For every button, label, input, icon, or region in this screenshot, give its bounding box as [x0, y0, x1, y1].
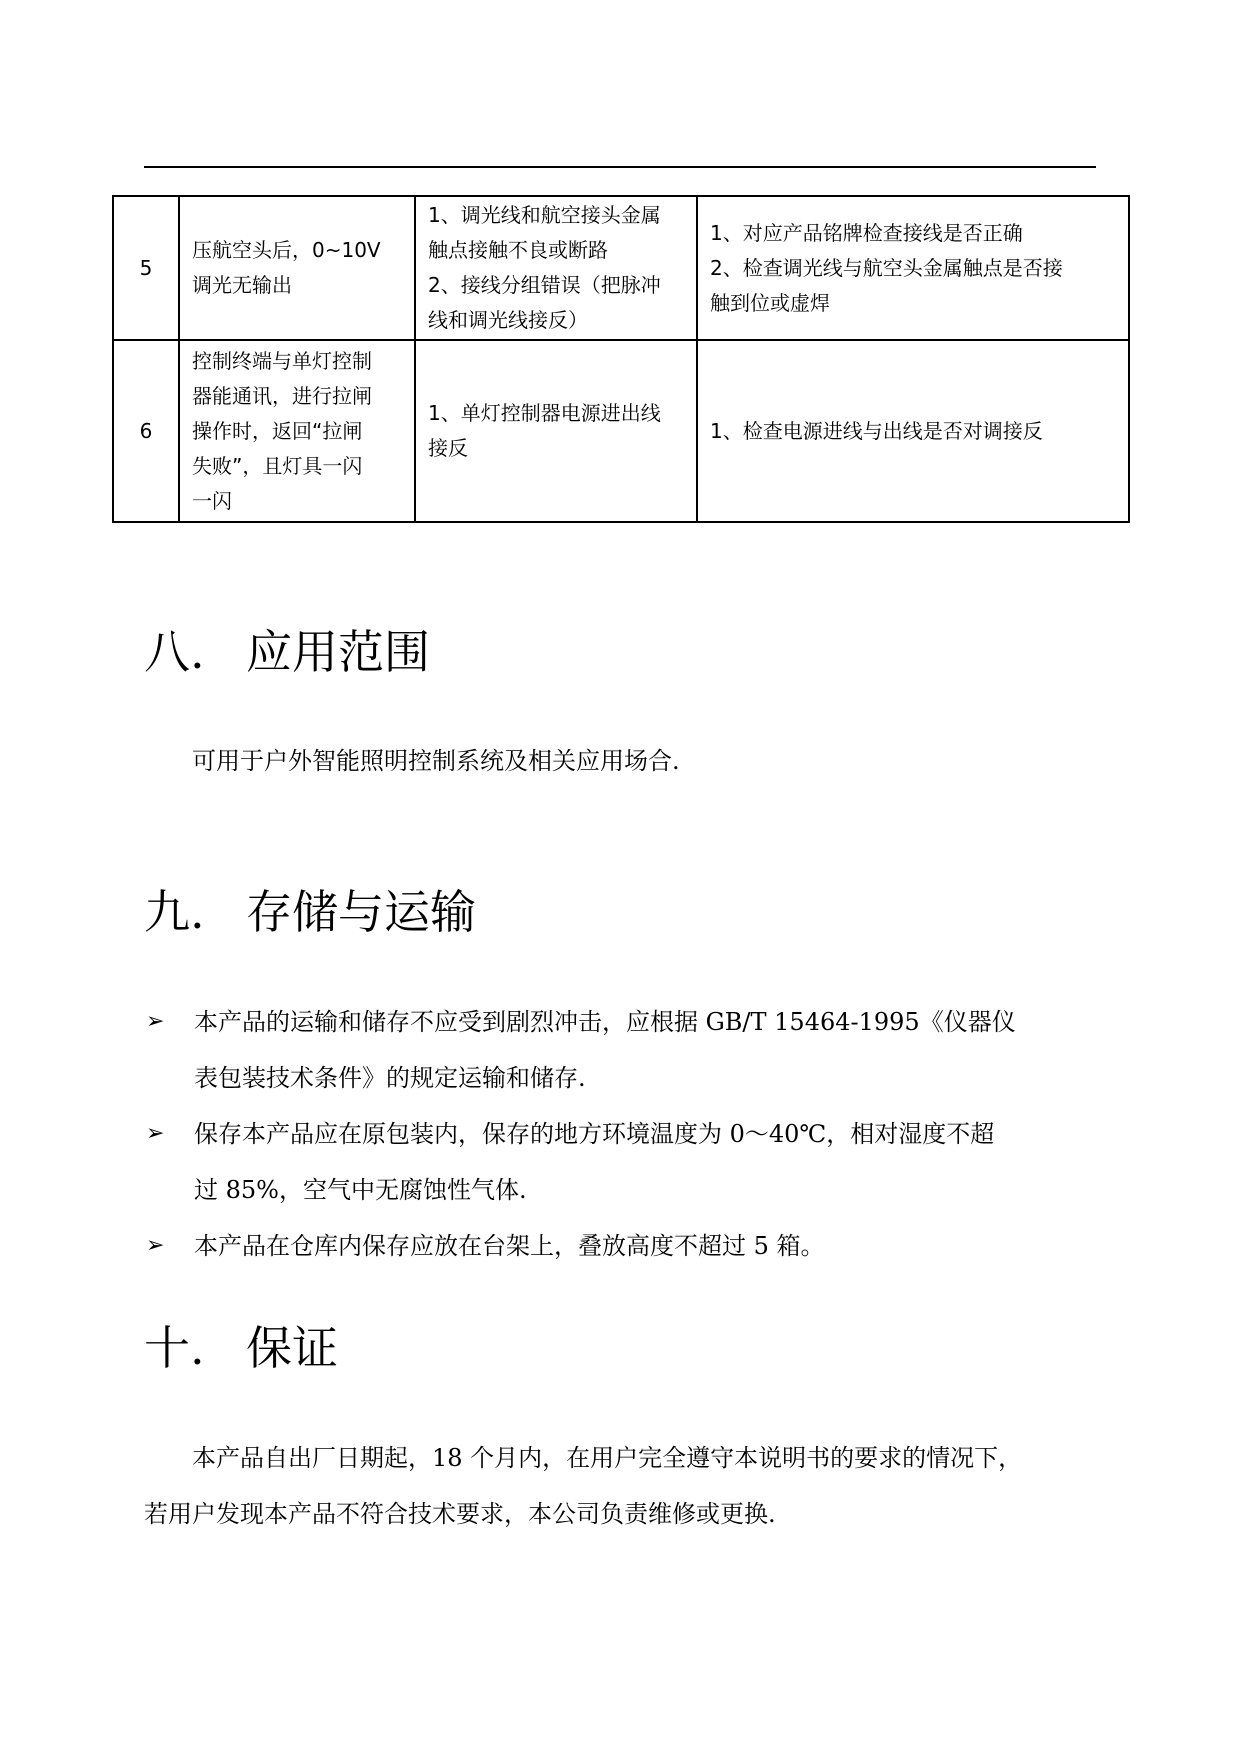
table-row: [113, 340, 1129, 522]
symptom-cell: 控制终端与单灯控制 器能通讯，进行拉闸 操作时，返回“拉闸 失败”，且灯具一闪 一闪: [179, 340, 415, 522]
row-number: 5: [113, 196, 179, 340]
row-number: 6: [113, 340, 179, 522]
application-paragraph: 可用于户外智能照明控制系统及相关应用场合.: [192, 747, 680, 775]
arrow-bullet-icon: ➢: [146, 1233, 165, 1258]
header-rule: [144, 166, 1096, 168]
arrow-bullet-icon: ➢: [146, 1009, 165, 1034]
storage-bullet: ➢ 本产品的运输和储存不应受到剧烈冲击，应根据 GB/T 15464-1995《仪器仪 表包装技术条件》的规定运输和储存.: [144, 994, 1094, 1106]
storage-bullet: ➢ 本产品在仓库内保存应放在台架上，叠放高度不超过 5 箱。: [144, 1218, 1094, 1274]
cause-cell: 1、调光线和航空接头金属 触点接触不良或断路 2、接线分组错误（把脉冲 线和调光线接反）: [415, 196, 697, 340]
arrow-bullet-icon: ➢: [146, 1121, 165, 1146]
section-heading-warranty: 十. 保证: [144, 1321, 338, 1375]
table-row: [113, 196, 1129, 340]
section-heading-application: 八. 应用范围: [144, 625, 430, 679]
section-heading-storage: 九. 存储与运输: [144, 885, 476, 939]
solution-cell: 1、对应产品铭牌检查接线是否正确 2、检查调光线与航空头金属触点是否接 触到位或虚焊: [697, 196, 1129, 340]
solution-cell: 1、检查电源进线与出线是否对调接反: [697, 340, 1129, 522]
warranty-paragraph: 本产品自出厂日期起，18 个月内，在用户完全遵守本说明书的要求的情况下， 若用户发现本产品不符合技术要求，本公司负责维修或更换.: [144, 1444, 1023, 1528]
fault-table: [112, 195, 1130, 523]
storage-bullet: ➢ 保存本产品应在原包装内，保存的地方环境温度为 0～40℃，相对湿度不超 过 85%，空气中无腐蚀性气体.: [144, 1106, 1094, 1218]
cause-cell: 1、单灯控制器电源进出线 接反: [415, 340, 697, 522]
symptom-cell: 压航空头后，0~10V 调光无输出: [179, 196, 415, 340]
